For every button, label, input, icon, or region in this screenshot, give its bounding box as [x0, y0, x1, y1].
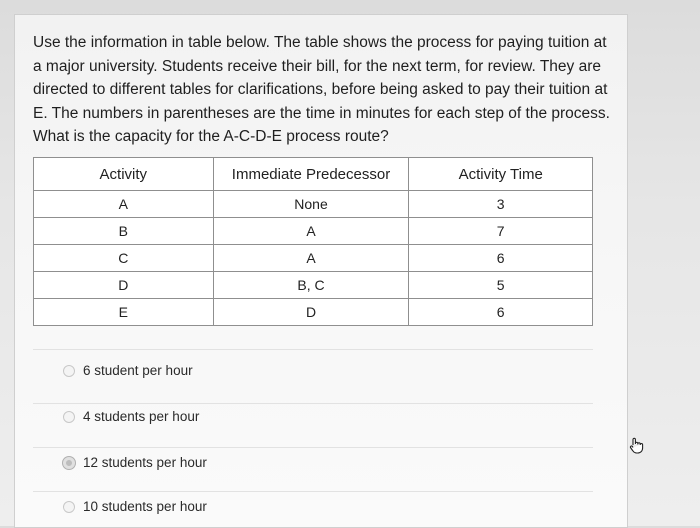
option-4-students[interactable]	[63, 409, 199, 424]
hand-pointer-icon	[628, 436, 646, 454]
option-6-students[interactable]	[63, 363, 193, 378]
cell-time: 5	[409, 272, 593, 299]
option-12-students[interactable]	[63, 455, 207, 470]
header-activity: Activity	[34, 158, 214, 191]
question-text: Use the information in table below. The table shows the process for paying tuition at a major university. Students receive their bill, for the next term, for review. They are directed to different tables for clarifications, before being asked to pay their tuition at E. The numbers in parentheses are the time in minutes for each step of the process. What is the capacity for the A-C-D-E process route?	[33, 34, 610, 145]
table-row	[34, 272, 593, 299]
cell-predecessor: B, C	[213, 272, 409, 299]
option-label: 4 students per hour	[83, 409, 200, 424]
divider	[33, 349, 593, 350]
divider	[33, 447, 593, 448]
question-card	[14, 14, 628, 528]
cell-time: 6	[409, 299, 593, 326]
option-label: 12 students per hour	[83, 455, 207, 470]
table-row	[34, 191, 593, 218]
option-10-students[interactable]	[63, 499, 207, 514]
cell-time: 3	[409, 191, 593, 218]
divider	[33, 491, 593, 492]
table-row	[34, 218, 593, 245]
cell-activity: B	[34, 218, 214, 245]
radio-button[interactable]	[63, 501, 75, 513]
divider	[33, 403, 593, 404]
radio-button[interactable]	[63, 365, 75, 377]
cell-predecessor: None	[213, 191, 409, 218]
cell-time: 6	[409, 245, 593, 272]
option-label: 6 student per hour	[83, 363, 193, 378]
cell-predecessor: A	[213, 245, 409, 272]
cell-activity: A	[34, 191, 214, 218]
cell-time: 7	[409, 218, 593, 245]
radio-button-selected[interactable]	[63, 457, 75, 469]
header-activity-time: Activity Time	[409, 158, 593, 191]
radio-button[interactable]	[63, 411, 75, 423]
option-label: 10 students per hour	[83, 499, 207, 514]
cell-predecessor: D	[213, 299, 409, 326]
table-row	[34, 299, 593, 326]
table-row	[34, 245, 593, 272]
cell-activity: E	[34, 299, 214, 326]
cell-predecessor: A	[213, 218, 409, 245]
table-header-row	[34, 158, 593, 191]
cell-activity: C	[34, 245, 214, 272]
cell-activity: D	[34, 272, 214, 299]
header-predecessor: Immediate Predecessor	[213, 158, 409, 191]
process-table	[33, 157, 593, 326]
